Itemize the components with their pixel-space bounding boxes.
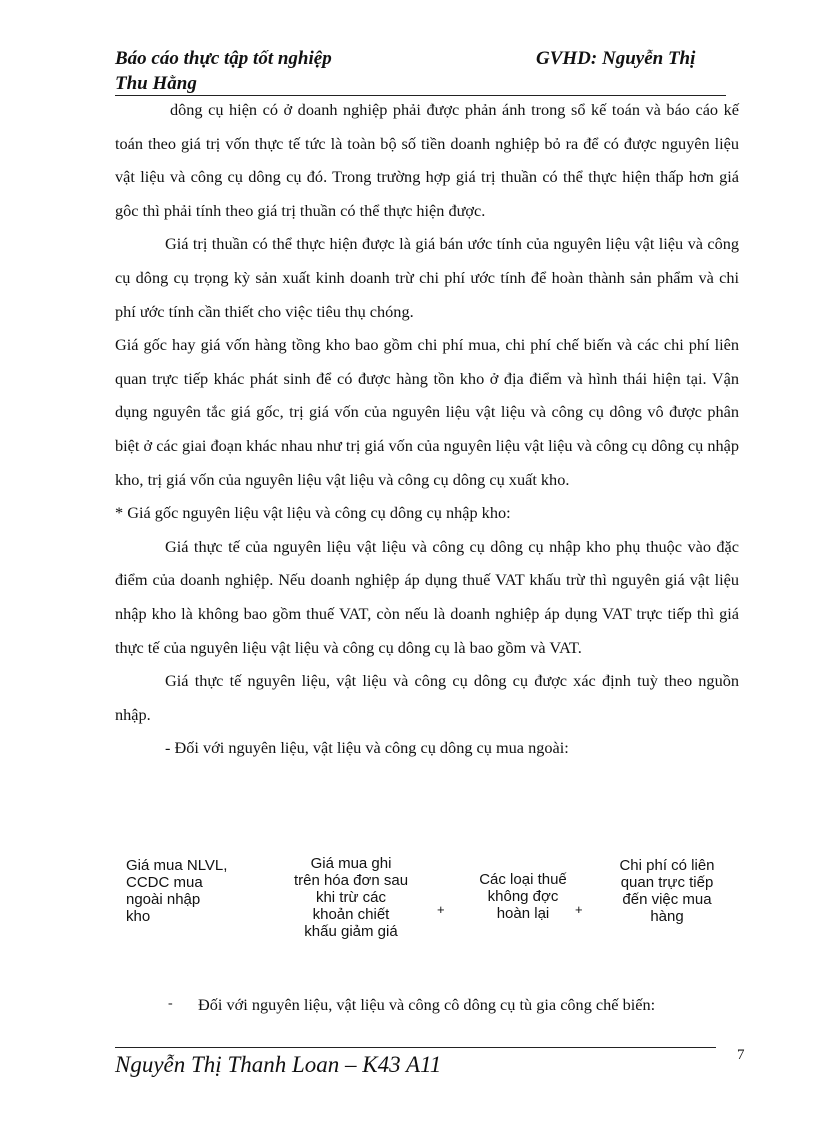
- formula-invoice-price: Giá mua ghi trên hóa đơn sau khi trừ các khoản chiết khấu giảm giá: [293, 855, 409, 940]
- paragraph-1: dông cụ hiện có ở doanh nghiệp phải được phản ánh trong sổ kế toán và báo cáo kế toán theo giá trị vốn thực tế tức là toàn bộ số tiền doanh nghiệp bỏ ra để có được nguyên liệu vật liệu và công cụ dông cụ đó. Trong trường hợp giá trị thuần có thể thực hiện thấp hơn giá gôc thì phải tính theo giá trị thuần có thể thực hiện được.: [115, 100, 739, 220]
- body-text: [115, 93, 739, 765]
- formula-related-costs: Chi phí có liên quan trực tiếp đến việc mua hàng: [619, 857, 715, 925]
- formula-plus-2: +: [575, 902, 583, 917]
- paragraph-7: - Đối với nguyên liệu, vật liệu và công cụ dông cụ mua ngoài:: [165, 738, 569, 758]
- page-number: 7: [737, 1047, 745, 1063]
- formula-plus-1: +: [437, 902, 445, 917]
- advisor-name-continued: Thu Hằng: [115, 73, 197, 94]
- footer-divider: [115, 1047, 716, 1048]
- formula-purchase-price: Giá mua NLVL, CCDC mua ngoài nhập kho: [126, 857, 228, 925]
- paragraph-6: Giá thực tế nguyên liệu, vật liệu và công cụ dông cụ được xác định tuỳ theo nguồn nhập.: [115, 671, 739, 724]
- paragraph-4: * Giá gốc nguyên liệu vật liệu và công cụ dông cụ nhập kho:: [115, 503, 511, 523]
- formula-non-refundable-tax: Các loại thuế không đợc hoàn lại: [479, 871, 567, 922]
- advisor-label: GVHD: Nguyễn Thị: [536, 48, 696, 69]
- report-title: Báo cáo thực tập tốt nghiệp: [115, 48, 332, 69]
- processing-item: Đối với nguyên liệu, vật liệu và công cô dông cụ tù gia công chế biến:: [198, 995, 656, 1014]
- footer-author: Nguyễn Thị Thanh Loan – K43 A11: [115, 1052, 442, 1077]
- list-bullet: -: [168, 996, 173, 1011]
- paragraph-5: Giá thực tế của nguyên liệu vật liệu và công cụ dông cụ nhập kho phụ thuộc vào đặc điểm của doanh nghiệp. Nếu doanh nghiệp áp dụng thuế VAT khấu trừ thì nguyên giá vật liệu nhập kho là không bao gồm thuế VAT, còn nếu là doanh nghiệp áp dụng VAT trực tiếp thì giá thực tế của nguyên liệu vật liệu và công cụ dông cụ là bao gồm và VAT.: [115, 536, 739, 657]
- paragraph-3: Giá gốc hay giá vốn hàng tồng kho bao gồm chi phí mua, chi phí chế biến và các chi phí liên quan trực tiếp khác phát sinh để có được hàng tồn kho ở địa điểm và hình thái hiện tại. Vận dụng nguyên tắc giá gốc, trị giá vốn của nguyên liệu vật liệu và công cụ dông vô được phân biệt ở các giai đoạn khác nhau như trị giá vốn của nguyên liệu vật liệu và công cụ dông cụ nhập kho, trị giá vốn của nguyên liệu vật liệu và công cụ dông cụ xuất kho.: [115, 335, 739, 489]
- paragraph-2: Giá trị thuần có thể thực hiện được là giá bán ước tính của nguyên liệu vật liệu và công cụ dông cụ trọng kỳ sản xuất kinh doanh trừ chi phí ước tính để hoàn thành sản phẩm và chi phí ước tính cần thiết cho việc tiêu thụ chóng.: [115, 234, 739, 321]
